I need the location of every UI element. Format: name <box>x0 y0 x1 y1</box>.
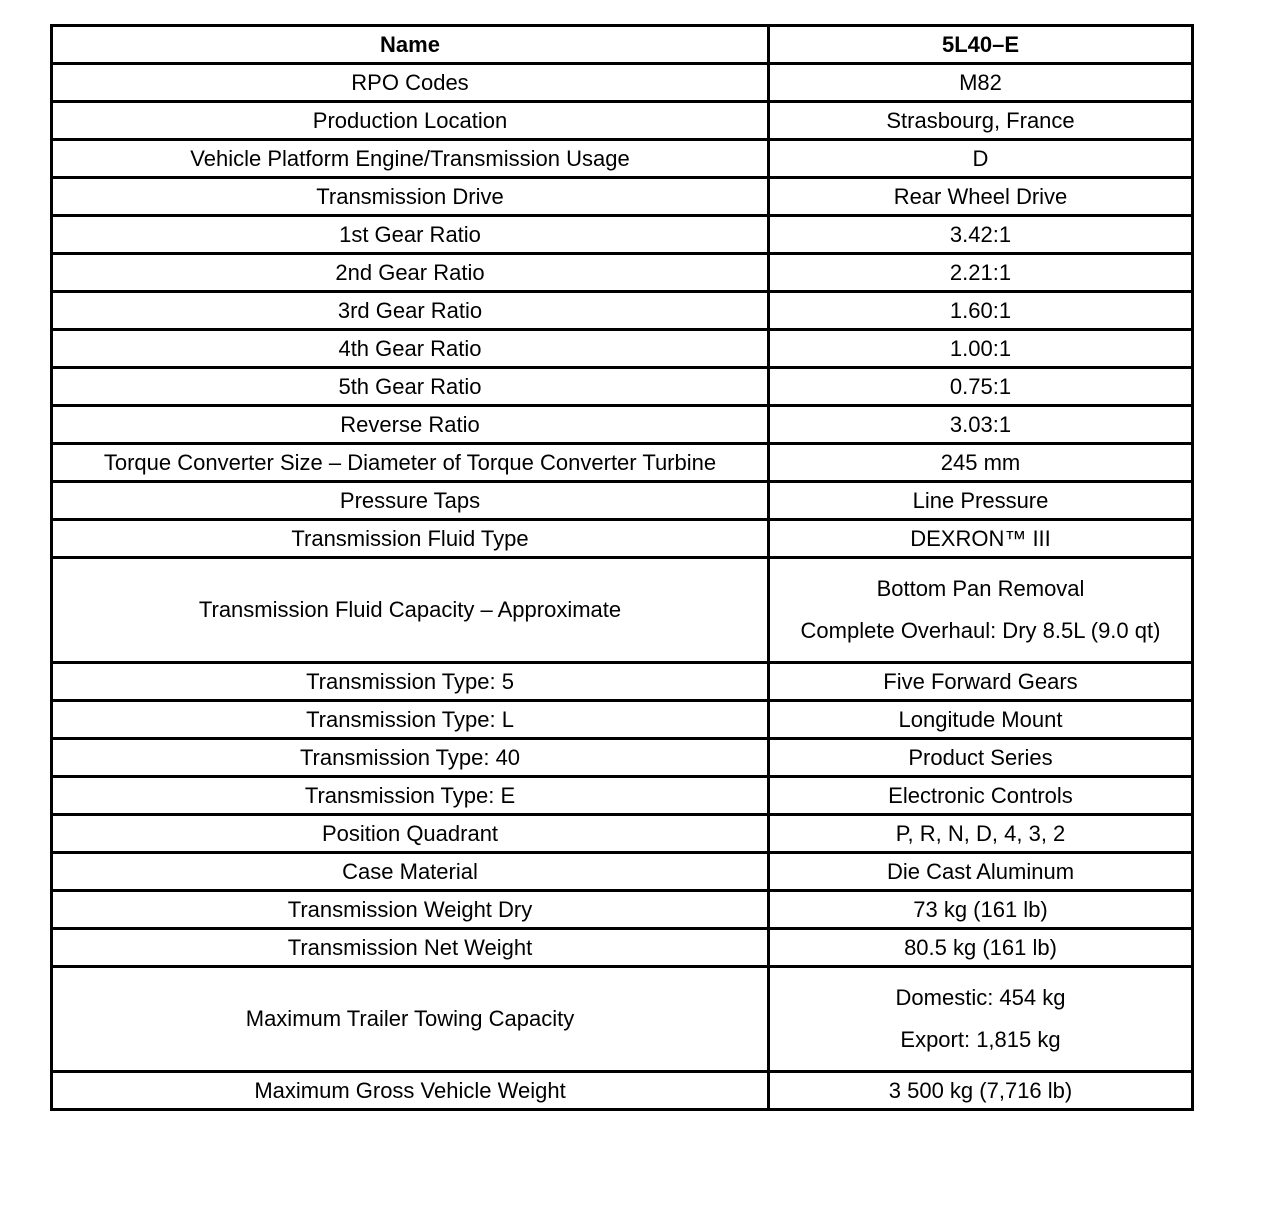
row-label: Transmission Type: E <box>52 777 769 815</box>
row-value-line: Export: 1,815 kg <box>900 1027 1061 1052</box>
row-value: 80.5 kg (161 lb) <box>769 929 1193 967</box>
row-label: 4th Gear Ratio <box>52 330 769 368</box>
row-value <box>769 558 1193 663</box>
row-label: Production Location <box>52 102 769 140</box>
row-label: Maximum Gross Vehicle Weight <box>52 1072 769 1110</box>
header-value: 5L40–E <box>769 26 1193 64</box>
row-value: P, R, N, D, 4, 3, 2 <box>769 815 1193 853</box>
row-value: 245 mm <box>769 444 1193 482</box>
row-label: Torque Converter Size – Diameter of Torque Converter Turbine <box>52 444 769 482</box>
table-row <box>52 967 1193 1072</box>
row-value: 3.03:1 <box>769 406 1193 444</box>
table-row <box>52 406 1193 444</box>
table-row <box>52 520 1193 558</box>
table-row <box>52 140 1193 178</box>
table-row <box>52 330 1193 368</box>
row-label: Maximum Trailer Towing Capacity <box>52 967 769 1072</box>
row-label: 2nd Gear Ratio <box>52 254 769 292</box>
table-row <box>52 102 1193 140</box>
table-row <box>52 739 1193 777</box>
table-header-row <box>52 26 1193 64</box>
table-row <box>52 444 1193 482</box>
row-value-line: Bottom Pan Removal <box>876 576 1085 601</box>
table-row <box>52 254 1193 292</box>
row-label: Transmission Weight Dry <box>52 891 769 929</box>
row-label: Transmission Type: 5 <box>52 663 769 701</box>
table-row <box>52 292 1193 330</box>
table-row <box>52 853 1193 891</box>
table-row <box>52 929 1193 967</box>
row-value: Five Forward Gears <box>769 663 1193 701</box>
table-row <box>52 701 1193 739</box>
row-value: Die Cast Aluminum <box>769 853 1193 891</box>
row-label: 1st Gear Ratio <box>52 216 769 254</box>
row-label: RPO Codes <box>52 64 769 102</box>
row-label: Position Quadrant <box>52 815 769 853</box>
row-label: Transmission Fluid Capacity – Approximate <box>52 558 769 663</box>
row-value: M82 <box>769 64 1193 102</box>
row-value <box>769 967 1193 1072</box>
row-value: 0.75:1 <box>769 368 1193 406</box>
table-row <box>52 482 1193 520</box>
table-row <box>52 558 1193 663</box>
row-value: Rear Wheel Drive <box>769 178 1193 216</box>
row-label: Case Material <box>52 853 769 891</box>
row-label: Reverse Ratio <box>52 406 769 444</box>
row-label: Transmission Type: L <box>52 701 769 739</box>
row-label: Transmission Type: 40 <box>52 739 769 777</box>
table-row <box>52 815 1193 853</box>
row-value: 1.00:1 <box>769 330 1193 368</box>
row-value: 3.42:1 <box>769 216 1193 254</box>
row-label: Pressure Taps <box>52 482 769 520</box>
table-row <box>52 777 1193 815</box>
table-row <box>52 178 1193 216</box>
table-row <box>52 64 1193 102</box>
row-label: Transmission Net Weight <box>52 929 769 967</box>
row-value: Longitude Mount <box>769 701 1193 739</box>
row-value: Product Series <box>769 739 1193 777</box>
table-row <box>52 663 1193 701</box>
spec-table <box>50 24 1194 1111</box>
row-value: DEXRON™ III <box>769 520 1193 558</box>
table-row <box>52 891 1193 929</box>
row-value-line: Domestic: 454 kg <box>895 985 1066 1010</box>
row-label: Transmission Fluid Type <box>52 520 769 558</box>
row-value: 3 500 kg (7,716 lb) <box>769 1072 1193 1110</box>
row-value: D <box>769 140 1193 178</box>
row-value: 2.21:1 <box>769 254 1193 292</box>
header-label: Name <box>52 26 769 64</box>
table-row <box>52 1072 1193 1110</box>
row-value: Strasbourg, France <box>769 102 1193 140</box>
row-value-line: Complete Overhaul: Dry 8.5L (9.0 qt) <box>800 618 1161 643</box>
row-label: 3rd Gear Ratio <box>52 292 769 330</box>
row-label: 5th Gear Ratio <box>52 368 769 406</box>
row-value: 73 kg (161 lb) <box>769 891 1193 929</box>
row-label: Transmission Drive <box>52 178 769 216</box>
row-value: Electronic Controls <box>769 777 1193 815</box>
row-label: Vehicle Platform Engine/Transmission Usage <box>52 140 769 178</box>
table-row <box>52 216 1193 254</box>
table-row <box>52 368 1193 406</box>
row-value: Line Pressure <box>769 482 1193 520</box>
row-value: 1.60:1 <box>769 292 1193 330</box>
